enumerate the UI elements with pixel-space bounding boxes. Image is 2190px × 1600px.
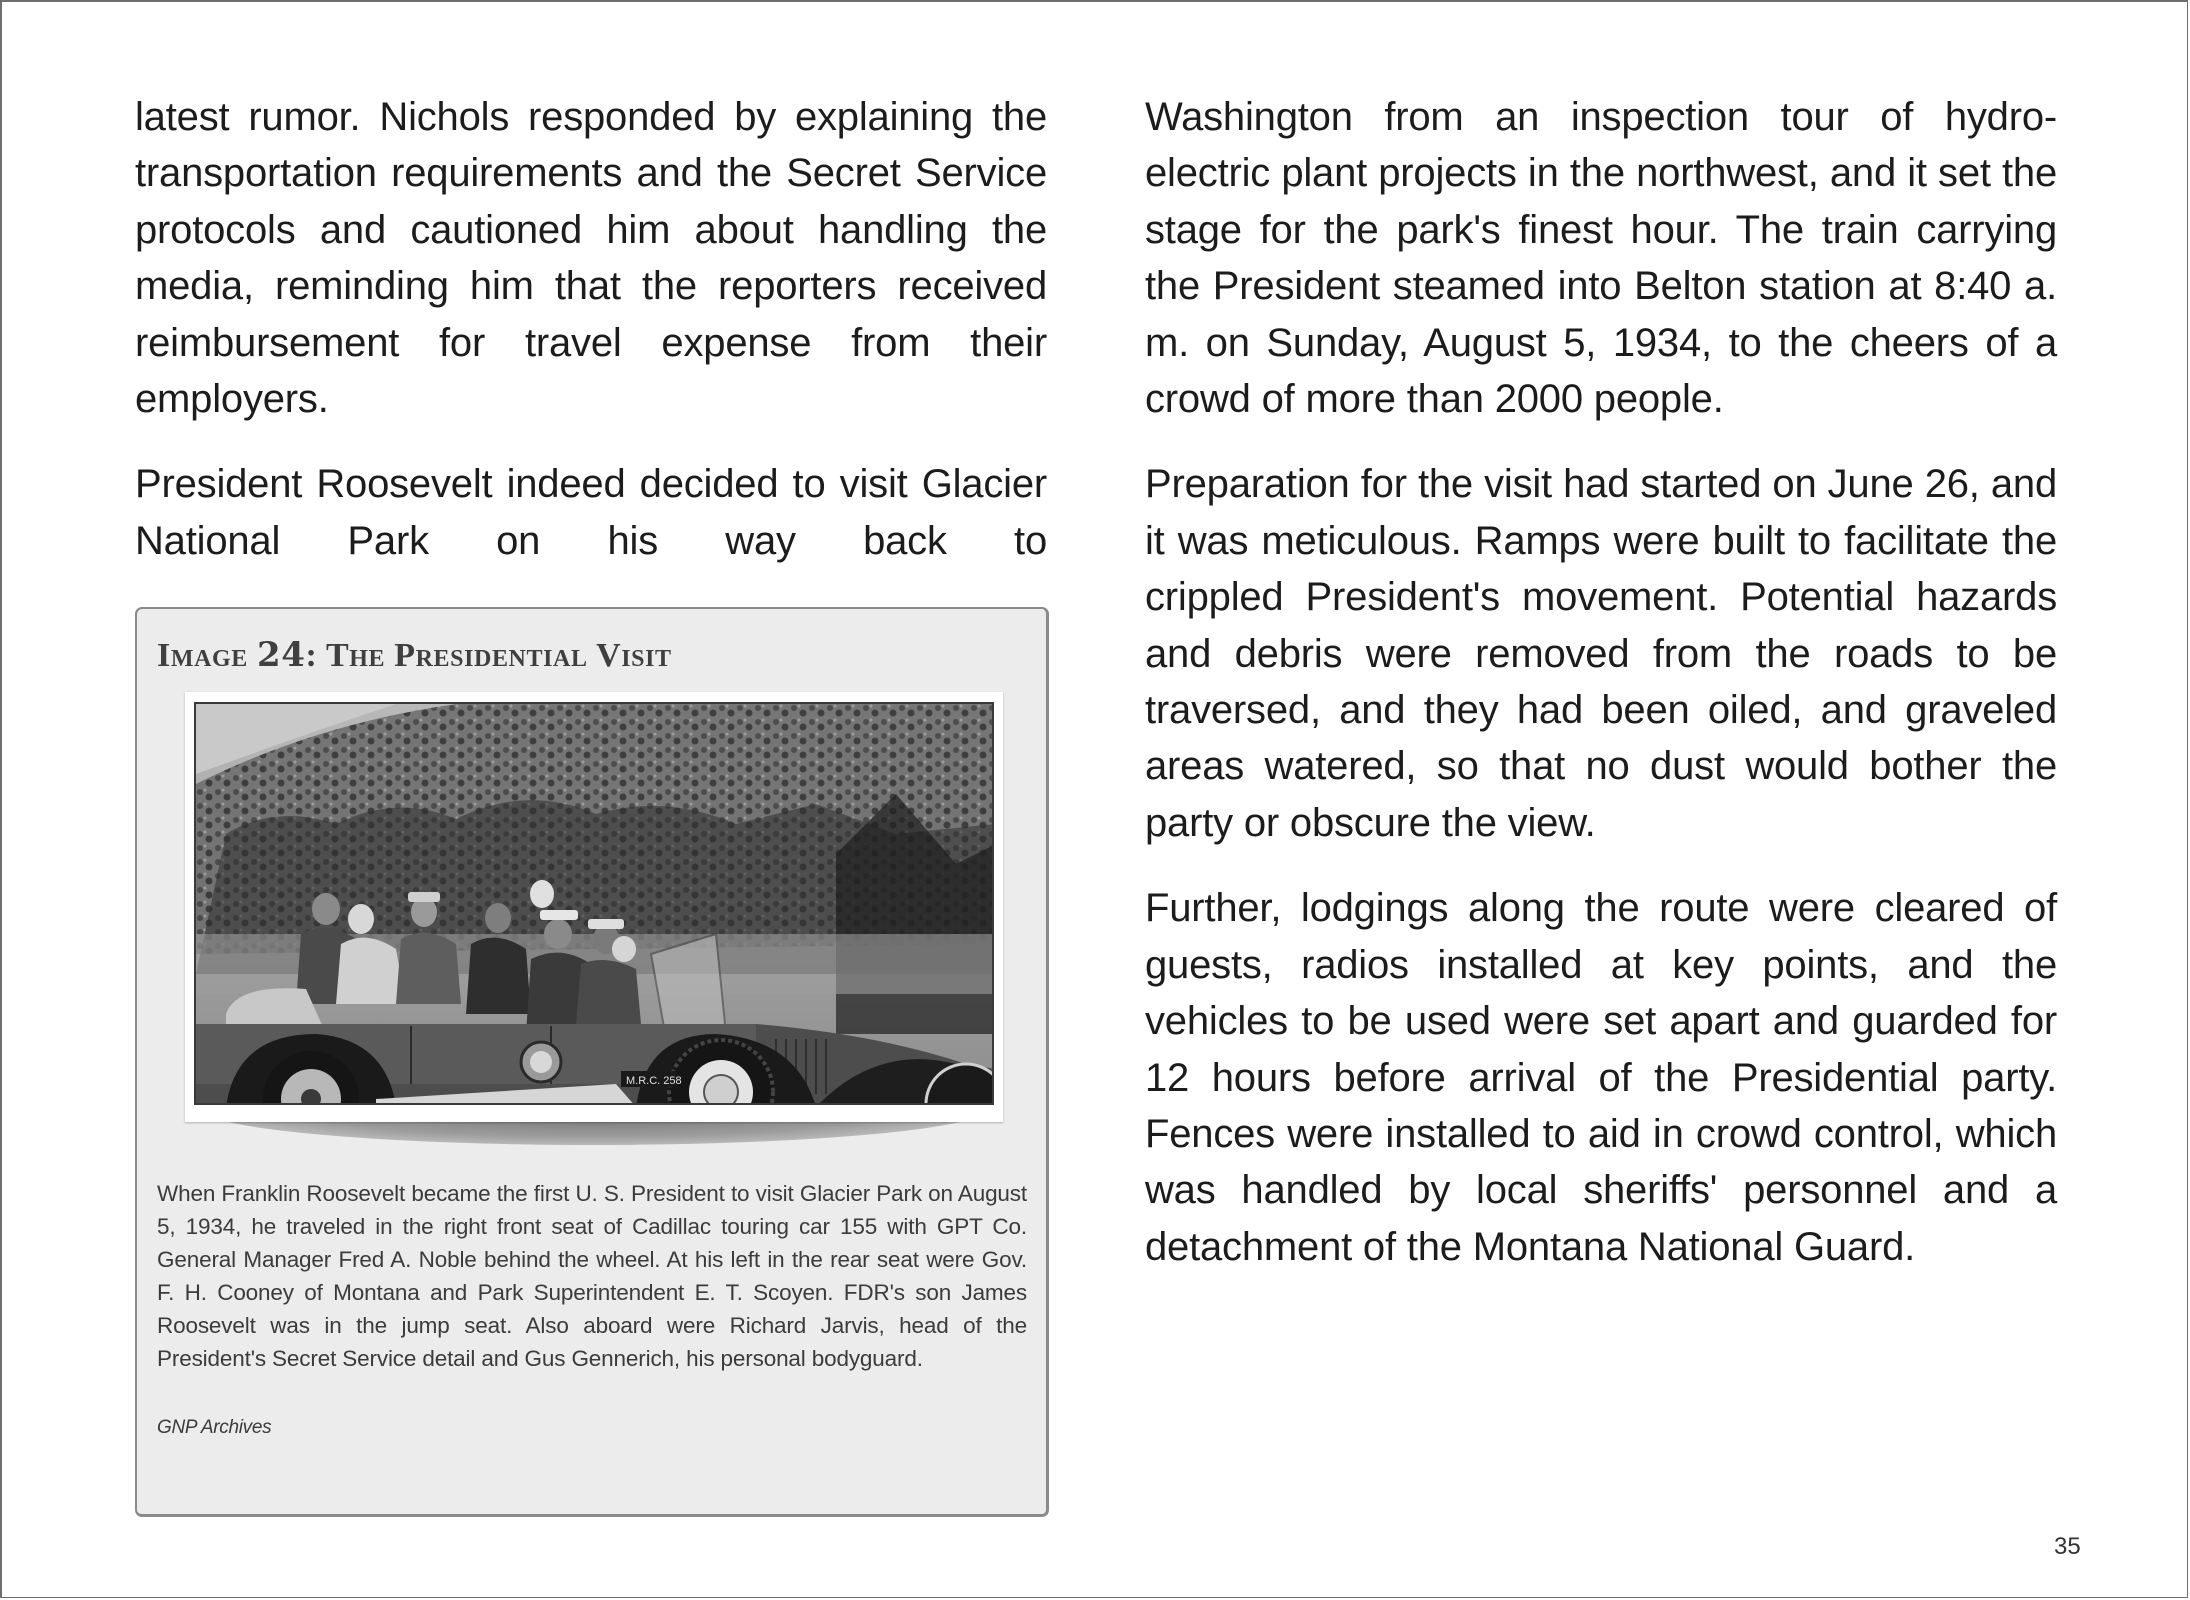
historical-photo bbox=[194, 702, 994, 1105]
photo-frame bbox=[185, 692, 1003, 1122]
page-number: 35 bbox=[2054, 1533, 2081, 1560]
paragraph: President Roosevelt indeed decided to visit Glacier National Park on his way back to bbox=[135, 462, 1047, 563]
caption-text: When Franklin Roosevelt became the first U. S. President to visit Glacier Park on August 5, 1934, he traveled in the right front seat of Cadillac touring car 155 with GPT Co. General Manager Fred A. Noble behind the wheel. At his left in the rear seat were Gov. F. H. Cooney of Montana and Park Superintendent E. T. Scoyen. FDR's son James Roosevelt was in the jump seat. Also aboard were Richard Jarvis, head of the President's Secret Service detail and Gus Gennerich, his personal bodyguard. bbox=[157, 1181, 1027, 1371]
figure-separator: : bbox=[305, 637, 318, 674]
paragraph: latest rumor. Nichols responded by explaining the transportation requirements and the Secret Service protocols and cautioned him about handling the media, reminding him that the reporters received reimbursement for travel expense from their employers. bbox=[135, 95, 1047, 422]
figure-caption bbox=[157, 1177, 1027, 1375]
svg-text:M.R.C. 258: M.R.C. 258 bbox=[626, 1075, 682, 1087]
paragraph: Washington from an inspection tour of hydro-electric plant projects in the northwest, and it set the stage for the park's finest hour. The train carrying the President steamed into Belton station at 8:40 a. m. on Sunday, August 5, 1934, to the cheers of a crowd of more than 2000 people. bbox=[1145, 95, 2057, 422]
figure-title bbox=[157, 635, 672, 675]
paragraph: Preparation for the visit had started on June 26, and it was meticulous. Ramps were built to facilitate the crippled President's movement. Potential hazards and debris were removed from the roads to be traversed, and they had been oiled, and graveled areas watered, so that no dust would bother the party or obscure the view. bbox=[1145, 462, 2057, 845]
car-photo-illustration bbox=[196, 704, 994, 1105]
left-column bbox=[135, 89, 1047, 598]
right-column bbox=[1145, 89, 2057, 1304]
figure-number: 24 bbox=[257, 635, 306, 675]
figure-label: Image bbox=[157, 637, 248, 674]
paragraph: Further, lodgings along the route were cleared of guests, radios installed at key points, and the vehicles to be used were set apart and guarded for 12 hours before arrival of the Presidential party. Fences were installed to aid in crowd control, which was handled by local sheriffs' personnel and a detachment of the Montana National Guard. bbox=[1145, 886, 2057, 1269]
photo-credit: GNP Archives bbox=[157, 1417, 272, 1438]
figure-title-text: The Presidential Visit bbox=[325, 637, 672, 674]
figure-box bbox=[135, 607, 1049, 1517]
